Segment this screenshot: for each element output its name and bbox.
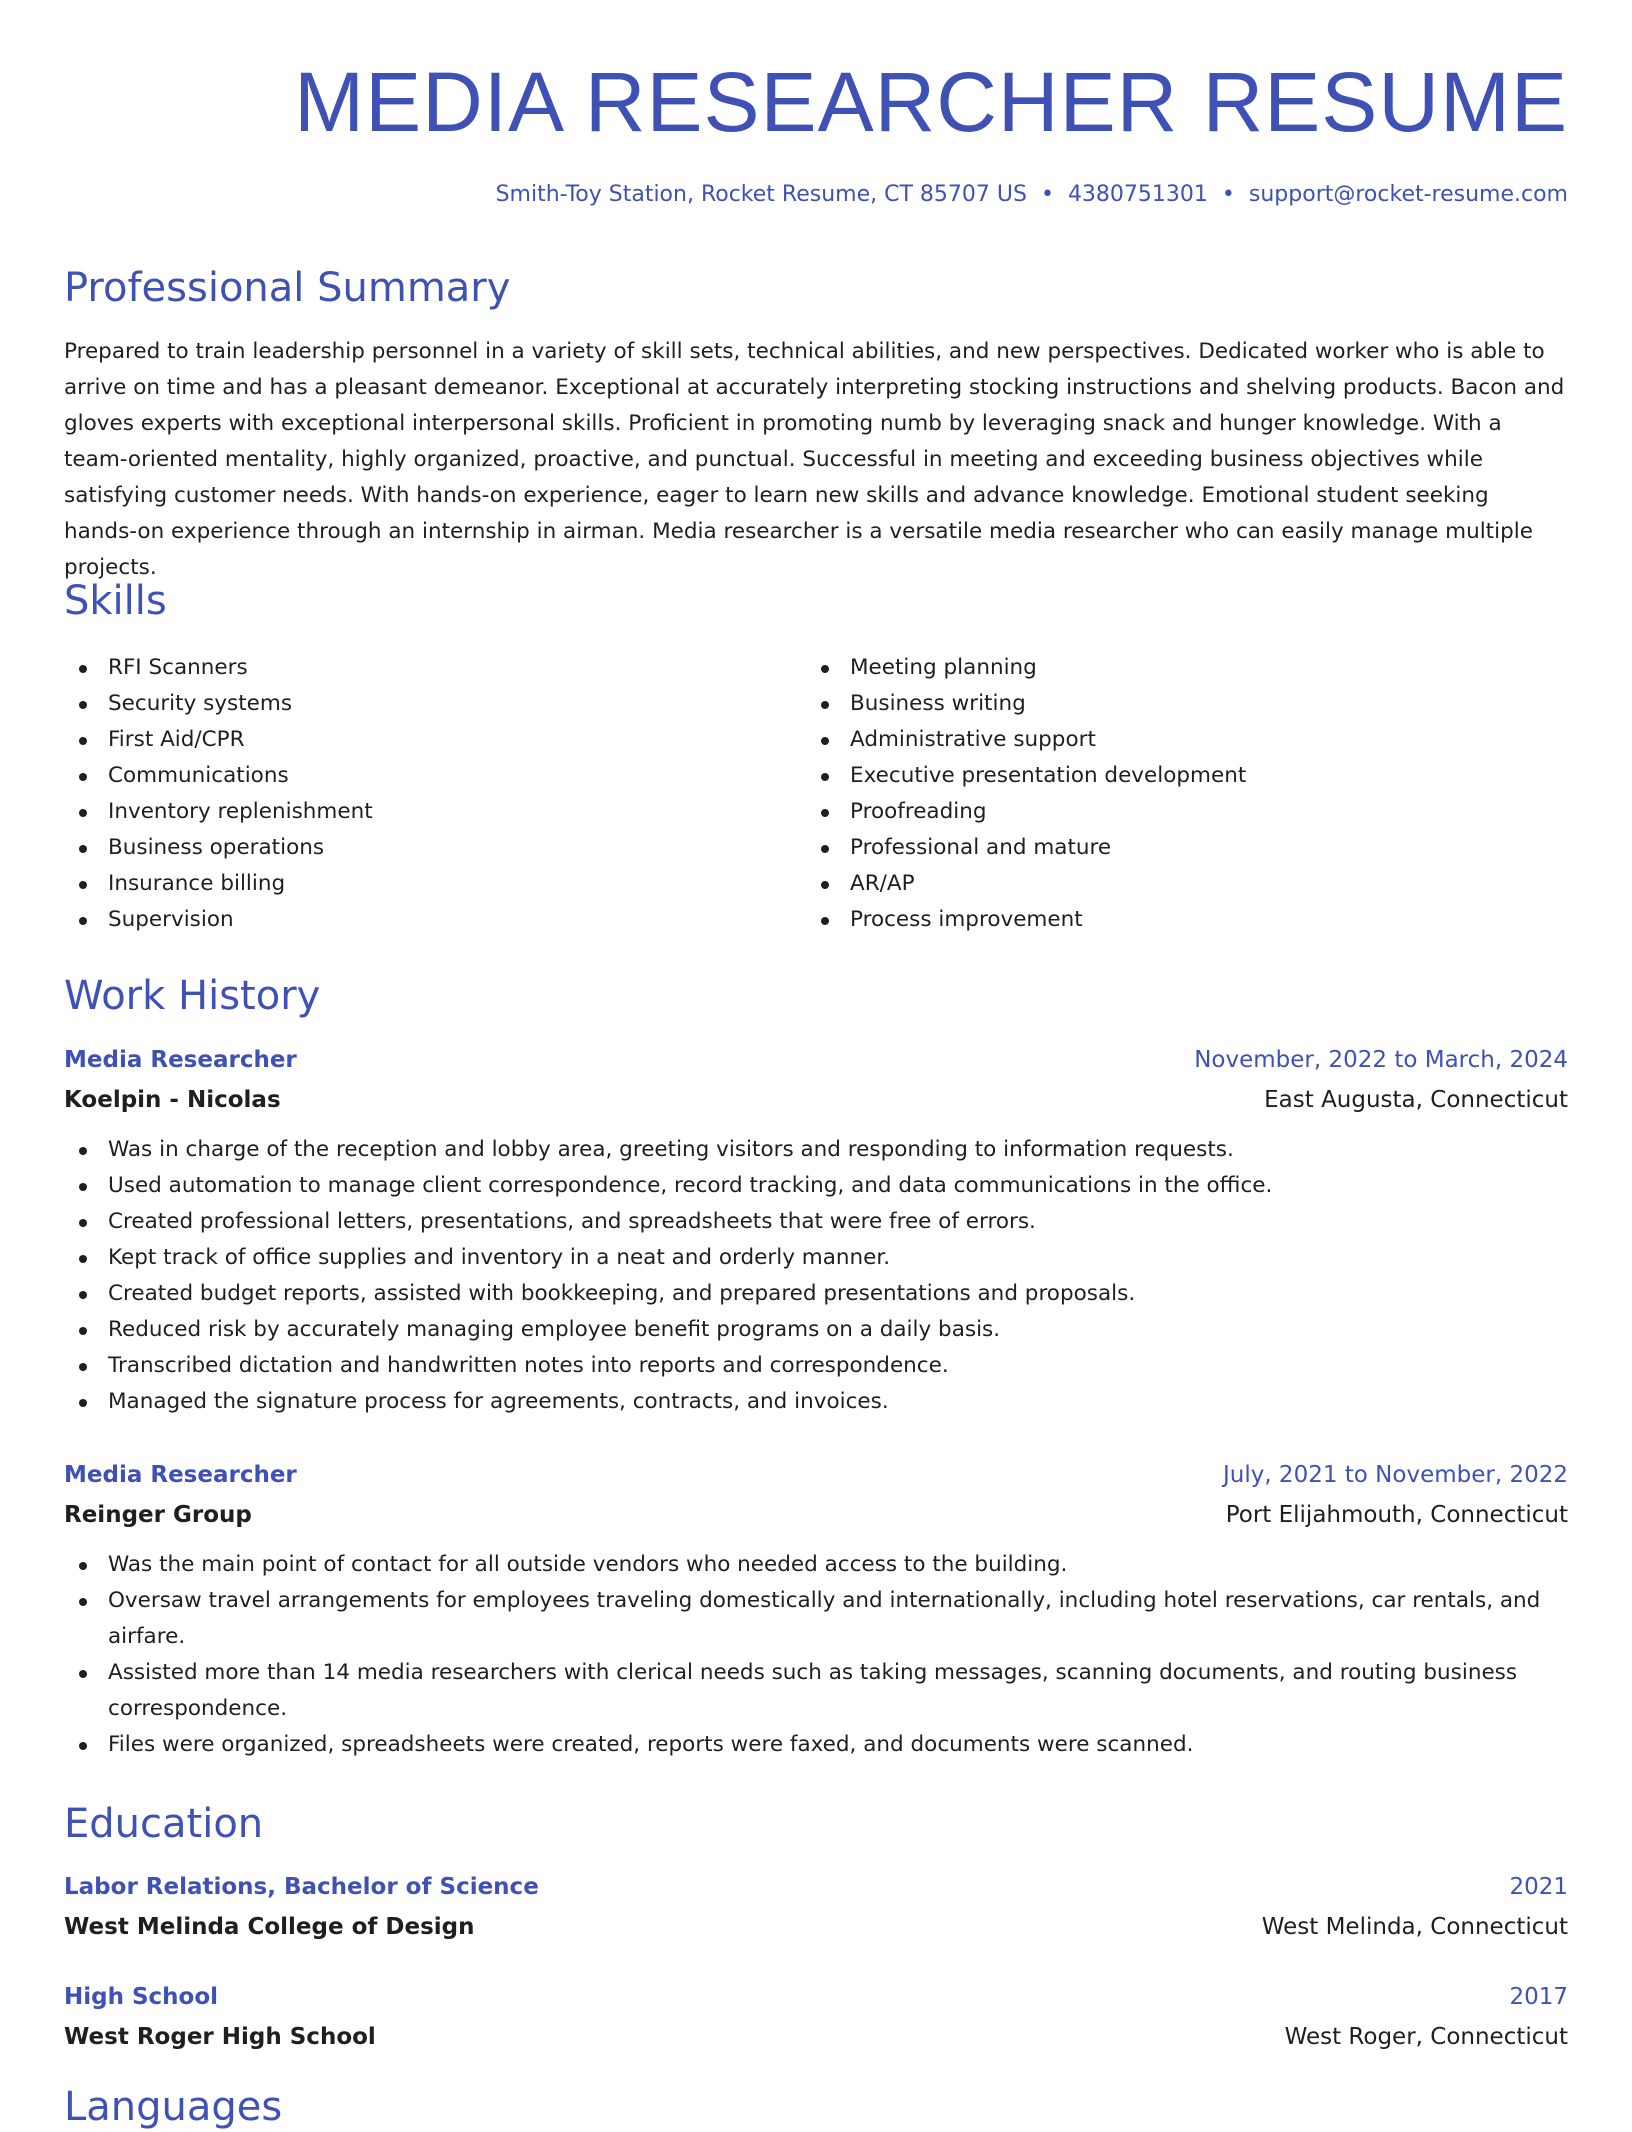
education-entry xyxy=(64,1977,1568,2057)
job-duty: Assisted more than 14 media researchers with clerical needs such as taking messages, scanning documents, and routing business correspondence. xyxy=(64,1655,1568,1727)
skill-item: Administrative support xyxy=(806,722,1566,758)
job-company: Koelpin - Nicolas xyxy=(64,1087,281,1113)
skill-item: AR/AP xyxy=(806,866,1566,902)
section-title-education: Education xyxy=(64,1801,264,1847)
skill-item: Executive presentation development xyxy=(806,758,1566,794)
skill-item: RFI Scanners xyxy=(64,650,764,686)
education-degree: High School xyxy=(64,1984,219,2010)
contact-line xyxy=(496,180,1568,210)
contact-separator: • xyxy=(1221,182,1235,207)
skill-item: Business operations xyxy=(64,830,764,866)
contact-separator: • xyxy=(1040,182,1054,207)
job-location: East Augusta, Connecticut xyxy=(1264,1087,1568,1113)
job-duty: Reduced risk by accurately managing employee benefit programs on a daily basis. xyxy=(64,1312,1568,1348)
job-dates: November, 2022 to March, 2024 xyxy=(1194,1047,1568,1073)
skill-item: Professional and mature xyxy=(806,830,1566,866)
job-duty: Was in charge of the reception and lobby area, greeting visitors and responding to information requests. xyxy=(64,1132,1568,1168)
education-year: 2021 xyxy=(1509,1874,1568,1900)
education-degree: Labor Relations, Bachelor of Science xyxy=(64,1874,539,1900)
job-duty: Oversaw travel arrangements for employees traveling domestically and internationally, including hotel reservations, car rentals, and airfare. xyxy=(64,1583,1568,1655)
job-duty: Kept track of office supplies and inventory in a neat and orderly manner. xyxy=(64,1240,1568,1276)
skills-list-right xyxy=(806,650,1566,938)
skill-item: First Aid/CPR xyxy=(64,722,764,758)
job-duties xyxy=(64,1547,1568,1763)
job-duty: Transcribed dictation and handwritten notes into reports and correspondence. xyxy=(64,1348,1568,1384)
job-company: Reinger Group xyxy=(64,1502,252,1528)
section-title-summary: Professional Summary xyxy=(64,265,511,311)
skill-item: Communications xyxy=(64,758,764,794)
skill-item: Insurance billing xyxy=(64,866,764,902)
job-location: Port Elijahmouth, Connecticut xyxy=(1225,1502,1568,1528)
job-duty: Created budget reports, assisted with bookkeeping, and prepared presentations and proposals. xyxy=(64,1276,1568,1312)
job-duty: Managed the signature process for agreements, contracts, and invoices. xyxy=(64,1384,1568,1420)
education-location: West Roger, Connecticut xyxy=(1284,2024,1568,2050)
section-title-work: Work History xyxy=(64,973,321,1019)
summary-text: Prepared to train leadership personnel in a variety of skill sets, technical abilities, and new perspectives. Dedicated worker who is able to arrive on time and has a pleasant demeanor. Exceptional at accurately interpreting stocking instructions and shelving products. Bacon and gloves experts with exceptional interpersonal skills. Proficient in promoting numb by leveraging snack and hunger knowledge. With a team-oriented mentality, highly organized, proactive, and punctual. Successful in meeting and exceeding business objectives while satisfying customer needs. With hands-on experience, eager to learn new skills and advance knowledge. Emotional student seeking hands-on experience through an internship in airman. Media researcher is a versatile media researcher who can easily manage multiple projects. xyxy=(64,339,1565,580)
education-entry xyxy=(64,1867,1568,1947)
job-duties xyxy=(64,1132,1568,1420)
skill-item: Meeting planning xyxy=(806,650,1566,686)
job-duty: Created professional letters, presentations, and spreadsheets that were free of errors. xyxy=(64,1204,1568,1240)
skill-item: Inventory replenishment xyxy=(64,794,764,830)
job-title: Media Researcher xyxy=(64,1462,297,1488)
skill-item: Security systems xyxy=(64,686,764,722)
job-duty: Used automation to manage client correspondence, record tracking, and data communications in the office. xyxy=(64,1168,1568,1204)
education-school: West Melinda College of Design xyxy=(64,1914,475,1940)
job-entry xyxy=(64,1040,1568,1420)
education-year: 2017 xyxy=(1509,1984,1568,2010)
section-title-skills: Skills xyxy=(64,578,167,624)
contact-address: Smith-Toy Station, Rocket Resume, CT 85707 US xyxy=(495,182,1027,207)
skill-item: Proofreading xyxy=(806,794,1566,830)
job-duty: Files were organized, spreadsheets were created, reports were faxed, and documents were scanned. xyxy=(64,1727,1568,1763)
skills-list-left xyxy=(64,650,764,938)
section-title-languages: Languages xyxy=(64,2084,283,2130)
education-location: West Melinda, Connecticut xyxy=(1261,1914,1568,1940)
contact-email[interactable]: support@rocket-resume.com xyxy=(1248,182,1568,207)
contact-phone: 4380751301 xyxy=(1067,182,1208,207)
education-school: West Roger High School xyxy=(64,2024,376,2050)
resume-title: MEDIA RESEARCHER RESUME xyxy=(294,55,1568,149)
skill-item: Business writing xyxy=(806,686,1566,722)
job-duty: Was the main point of contact for all outside vendors who needed access to the building. xyxy=(64,1547,1568,1583)
job-title: Media Researcher xyxy=(64,1047,297,1073)
skill-item: Supervision xyxy=(64,902,764,938)
job-dates: July, 2021 to November, 2022 xyxy=(1222,1462,1568,1488)
skill-item: Process improvement xyxy=(806,902,1566,938)
job-entry xyxy=(64,1455,1568,1763)
